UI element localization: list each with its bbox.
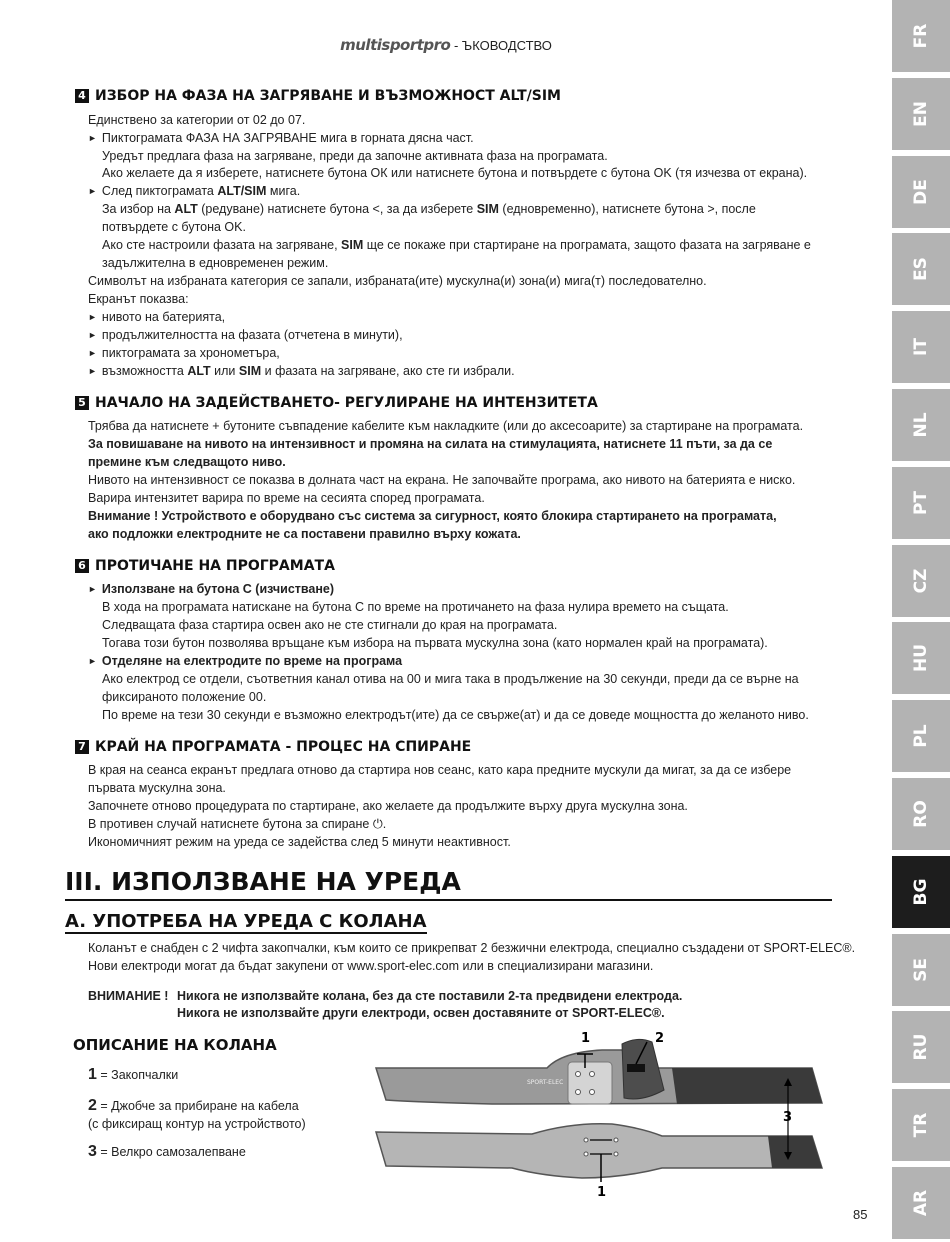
s5-line: Трябва да натиснете + бутоните съвпадение кабелите към накладките (или до аксесоарите) за стартиране на програмата.: [88, 419, 804, 433]
language-tab-label: TR: [911, 1112, 931, 1138]
text: мига.: [266, 184, 301, 198]
section-number: 6: [75, 559, 89, 573]
section-6-heading: [75, 558, 335, 574]
s4-bullet: [88, 182, 300, 201]
snap: [590, 1072, 595, 1077]
language-tab-label: ES: [911, 257, 931, 282]
language-tab-label: HU: [911, 644, 931, 673]
velcro-strip: [672, 1068, 822, 1104]
language-tab-cz[interactable]: [892, 545, 950, 620]
s5-line: премине към следващото ниво.: [88, 455, 286, 469]
section-5-heading: [75, 395, 598, 411]
text: и фазата на загряване, ако сте ги избрали.: [261, 364, 515, 378]
text: ALT: [187, 364, 211, 378]
section-a-line: Коланът е снабден с 2 чифта закопчалки, към които се прикрепват 2 безжични електрода, специално създадени от SPORT-ELEC®.: [88, 941, 856, 955]
clasp-plate: [568, 1062, 612, 1104]
s4-line: задължителна в едновременен режим.: [102, 256, 329, 270]
s4-line: [102, 200, 756, 218]
s6-line: фиксираното положение 00.: [102, 690, 267, 704]
brand-logo: multisportpro: [340, 36, 451, 54]
language-tab-hu[interactable]: [892, 622, 950, 697]
figure-label: 1: [597, 1185, 607, 1200]
s6-line: В хода на програмата натискане на бутона C по време на протичането на фаза нулира времето на същата.: [102, 600, 729, 614]
text: ALT: [174, 202, 198, 216]
language-tab-label: NL: [911, 412, 931, 438]
s5-line: Нивото на интензивност се показва в долната част на екрана. Не започвайте програма, ако нивото на батерията е ниско.: [88, 473, 796, 487]
text: или: [210, 364, 239, 378]
language-tab-pt[interactable]: [892, 467, 950, 542]
snap: [576, 1072, 581, 1077]
section-4-heading: [75, 88, 561, 104]
s6-bullet: ► Отделяне на електродите по време на програма: [88, 652, 402, 671]
s4-line: Единствено за категории от 02 до 07.: [88, 113, 306, 127]
s4-bullet: ► продължителността на фазата (отчетена в минути),: [88, 326, 403, 345]
section-7-heading: [75, 739, 471, 755]
language-tab-label: BG: [911, 878, 931, 906]
language-tabs: [892, 0, 950, 1242]
language-tab-es[interactable]: [892, 233, 950, 308]
figure-label: 2: [655, 1031, 665, 1046]
s6-bullet: ► Използване на бутона C (изчистване): [88, 580, 334, 599]
snap: [584, 1138, 588, 1142]
s4-line: Символът на избраната категория се запали, избраната(ите) мускулна(и) зона(и) мига(т) последователно.: [88, 274, 707, 288]
language-tab-de[interactable]: [892, 156, 950, 231]
s7-line: Икономичният режим на уреда се задейства след 5 минути неактивност.: [88, 835, 511, 849]
language-tab-fr[interactable]: [892, 0, 950, 75]
s4-bullet: [88, 362, 515, 381]
belt-illustration: [372, 1028, 832, 1203]
s4-line: Уредът предлага фаза на загряване, преди да започне активната фаза на програмата.: [102, 149, 608, 163]
legend-item-1: [88, 1066, 178, 1084]
part-title: III. ИЗПОЛЗВАНЕ НА УРЕДА: [65, 867, 461, 896]
language-tab-label: SE: [911, 957, 931, 982]
s6-line: Ако електрод се отдели, съответния канал отива на 00 и мига така в продължение на 30 секунди, преди да се върне на: [102, 672, 799, 686]
warning-line: Никога не използвайте колана, без да сте поставили 2-та предвидени електрода.: [177, 989, 683, 1003]
snap: [614, 1152, 618, 1156]
language-tab-se[interactable]: [892, 934, 950, 1009]
section-number: 5: [75, 396, 89, 410]
text: Ако сте настроили фазата на загряване,: [102, 238, 342, 252]
legend-item-2-detail: (с фиксиращ контур на устройството): [88, 1117, 306, 1131]
language-tab-pl[interactable]: [892, 700, 950, 775]
text: SIM: [341, 238, 364, 252]
text: възможността: [101, 364, 188, 378]
text: (едновременно), натиснете бутона >, после: [498, 202, 756, 216]
language-tab-label: RU: [911, 1033, 931, 1061]
legend-text: = Джобче за прибиране на кабела: [96, 1099, 299, 1113]
section-title: КРАЙ НА ПРОГРАМАТА - ПРОЦЕС НА СПИРАНЕ: [95, 739, 472, 755]
language-tab-label: PL: [911, 724, 931, 748]
s7-line: В противен случай натиснете бутона за спиране ⏻.: [88, 817, 387, 831]
page-header: [0, 36, 892, 54]
snap: [584, 1152, 588, 1156]
section-number: 7: [75, 740, 89, 754]
page-number: 85: [853, 1207, 868, 1222]
section-number: 4: [75, 89, 89, 103]
language-tab-label: DE: [911, 178, 931, 205]
legend-number: 1: [88, 1066, 97, 1083]
legend-text: = Велкро самозалепване: [96, 1145, 246, 1159]
title-rule: [65, 899, 832, 901]
section-a-title: A. УПОТРЕБА НА УРЕДА С КОЛАНА: [65, 911, 427, 932]
snap: [614, 1138, 618, 1142]
legend-number: 3: [88, 1143, 97, 1160]
snap: [576, 1090, 581, 1095]
section-title: НАЧАЛО НА ЗАДЕЙСТВАНЕТО- РЕГУЛИРАНЕ НА ИНТЕНЗИТЕТА: [95, 395, 598, 411]
section-a-line: Нови електроди могат да бъдат закупени от www.sport-elec.com или в специализирани магазини.: [88, 959, 654, 973]
language-tab-label: RO: [911, 800, 931, 828]
s7-line: Започнете отново процедурата по стартиране, ако желаете да продължите върху друга мускулна зона.: [88, 799, 688, 813]
language-tab-ru[interactable]: [892, 1011, 950, 1086]
section-title: ИЗБОР НА ФАЗА НА ЗАГРЯВАНЕ И ВЪЗМОЖНОСТ ALT/SIM: [95, 88, 561, 104]
s5-line: За повишаване на нивото на интензивност и промяна на силата на стимулацията, натиснете 11 пъти, за да се: [88, 437, 773, 451]
warning-line: Никога не използвайте други електроди, освен доставяните от SPORT-ELEC®.: [177, 1006, 665, 1020]
language-tab-label: IT: [911, 338, 931, 357]
s7-line: В края на сеанса екранът предлага отново да стартира нов сеанс, като кара предните мускули да мигат, за да се избере: [88, 763, 792, 777]
s6-line: Тогава този бутон позволява връщане към избора на първата мускулна зона (като нормален край на програмата).: [102, 636, 768, 650]
s4-bullet: ► пиктограмата за хронометъра,: [88, 344, 280, 363]
belt-description-title: ОПИСАНИЕ НА КОЛАНА: [73, 1036, 277, 1054]
language-tab-nl[interactable]: [892, 389, 950, 464]
text: SIM: [476, 202, 499, 216]
language-tab-label: FR: [911, 23, 931, 49]
s6-line: По време на тези 30 секунди е възможно електродът(ите) да се свърже(ат) и да се доведе мощността до желаното ниво.: [102, 708, 809, 722]
s4-bullet: ► нивото на батерията,: [88, 308, 225, 327]
language-tab-label: CZ: [911, 568, 931, 593]
s6-line: Следващата фаза стартира освен ако не сте стигнали до края на програмата.: [102, 618, 558, 632]
legend-item-3: [88, 1143, 246, 1161]
figure-label: 1: [581, 1031, 591, 1046]
legend-item-2: [88, 1097, 299, 1115]
language-tab-en[interactable]: [892, 78, 950, 153]
language-tab-label: EN: [911, 100, 931, 127]
belt-brand-text: SPORT-ELEC: [527, 1079, 564, 1086]
language-tab-it[interactable]: [892, 311, 950, 386]
language-tab-tr[interactable]: [892, 1089, 950, 1164]
s5-line: Внимание ! Устройството е оборудвано със система за сигурност, която блокира стартирането на програмата,: [88, 509, 777, 523]
s4-bullet: ► Пиктограмата ФАЗА НА ЗАГРЯВАНЕ мига в горната дясна част.: [88, 129, 474, 148]
text: (редуване) натиснете бутона <, за да изберете: [197, 202, 477, 216]
language-tab-ro[interactable]: [892, 778, 950, 853]
s4-line: [102, 236, 811, 254]
warning-label: ВНИМАНИЕ !: [88, 989, 169, 1003]
header-title: - ЪКОВОДСТВО: [450, 38, 552, 53]
text: ще се покаже при стартиране на програмата, защото фазата на загряване е: [363, 238, 811, 252]
belt-bottom-view: [376, 1124, 822, 1178]
text: SIM: [238, 364, 262, 378]
legend-text: = Закопчалки: [96, 1068, 179, 1082]
s7-line: първата мускулна зона.: [88, 781, 226, 795]
section-title: ПРОТИЧАНЕ НА ПРОГРАМАТА: [95, 558, 335, 574]
legend-number: 2: [88, 1097, 97, 1114]
language-tab-ar[interactable]: [892, 1167, 950, 1242]
s4-line: потвърдете с бутона OK.: [102, 220, 246, 234]
snap: [590, 1090, 595, 1095]
s4-line: Ако желаете да я изберете, натиснете бутона ОК или натиснете бутона и потвърдете с бутона OK (тя изчезва от екрана).: [102, 166, 808, 180]
language-tab-label: AR: [911, 1189, 931, 1217]
pocket-loop: [627, 1064, 645, 1072]
figure-label: 3: [783, 1110, 793, 1125]
s5-line: ако подложки електродните не са поставени правилно върху кожата.: [88, 527, 521, 541]
text: За избор на: [102, 202, 175, 216]
text: След пиктограмата: [101, 184, 218, 198]
language-tab-bg[interactable]: [892, 856, 950, 931]
text: ALT/SIM: [217, 184, 267, 198]
s5-line: Варира интензитет варира по време на сесията според програмата.: [88, 491, 485, 505]
s4-line: Екранът показва:: [88, 292, 189, 306]
language-tab-label: PT: [911, 490, 931, 515]
